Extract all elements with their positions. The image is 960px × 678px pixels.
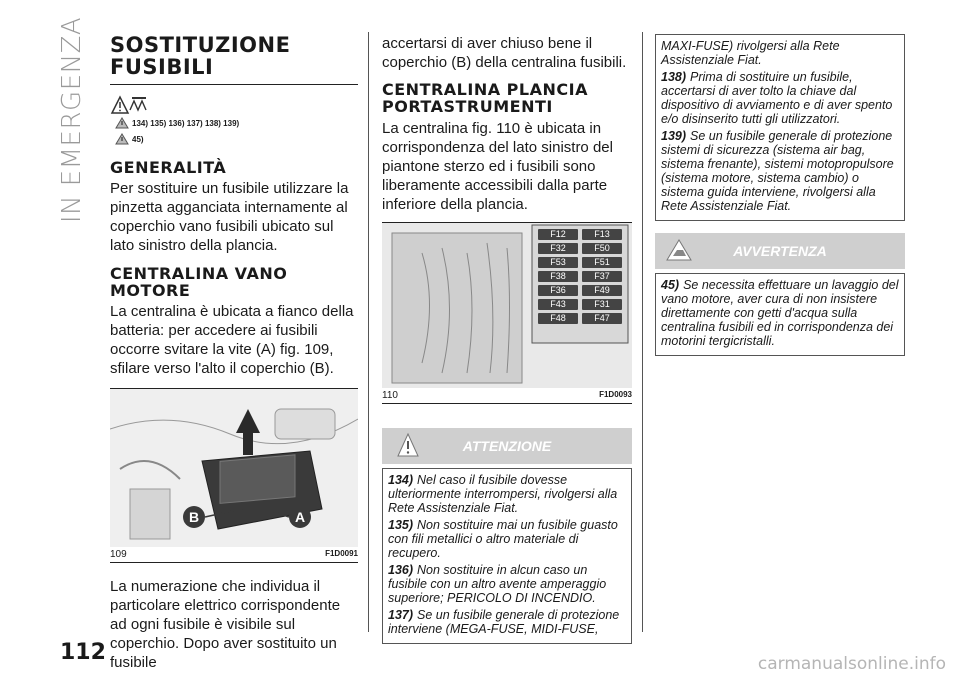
column-3	[655, 34, 905, 356]
figure-label-a: A	[294, 509, 306, 525]
fuse-label: F50	[582, 243, 622, 254]
title-rule	[110, 84, 358, 85]
column-divider	[642, 32, 643, 632]
caution-refs: 45)	[132, 135, 144, 144]
figure-label-b: B	[188, 509, 200, 525]
figure-rule	[382, 403, 632, 404]
figure-code: F1D0091	[325, 549, 358, 558]
caution-icon	[115, 133, 129, 145]
warning-note: 139) Se un fusibile generale di protezione sistemi di sicurezza (sistema air bag, sistema frenante), sistemi motopropulsore (sistema motore, sistema cambio) o sistema guida interviene, rivolgersi alla Rete Assistenziale Fiat.	[661, 129, 894, 213]
figure-code: F1D0093	[599, 390, 632, 399]
fuse-label: F48	[538, 313, 578, 324]
column-1	[110, 34, 358, 672]
paragraph-numbering: La numerazione che individua il particolare elettrico corrispondente ad ogni fusibile è visibile sul coperchio. Dopo aver sostituito un fusibile	[110, 578, 341, 671]
fuse-label: F36	[538, 285, 578, 296]
fuse-label: F47	[582, 313, 622, 324]
icon-refs-block	[110, 89, 358, 145]
warning-notes	[382, 468, 632, 644]
warning-note: 135) Non sostituire mai un fusibile guasto con fili metallici o altro materiale di recupero.	[388, 518, 618, 560]
fuse-label: F49	[582, 285, 622, 296]
main-title: SOSTITUZIONE FUSIBILI	[110, 33, 291, 79]
fuse-label: F51	[582, 257, 622, 268]
warning-note: 134) Nel caso il fusibile dovesse ulteriormente interrompersi, rivolgersi alla Rete Assistenziale Fiat.	[388, 473, 618, 515]
warning-icon	[115, 117, 129, 129]
fuse-label: F12	[538, 229, 578, 240]
warning-notes-continued	[655, 34, 905, 221]
caution-notes	[655, 273, 905, 356]
warning-note: 137) Se un fusibile generale di protezione interviene (MEGA-FUSE, MIDI-FUSE,	[388, 608, 620, 636]
paragraph-general: Per sostituire un fusibile utilizzare la pinzetta agganciata internamente al coperchio vano fusibili ubicato sul lato sinistro della plancia.	[110, 180, 349, 254]
figure-109-caption	[110, 549, 358, 560]
warning-note: 138) Prima di sostituire un fusibile, accertarsi di aver tolto la chiave dal dispositivo di avviamento e di aver spento e/o disinserito tutti gli utilizzatori.	[661, 70, 893, 126]
fuse-label: F53	[538, 257, 578, 268]
figure-number: 109	[110, 549, 127, 560]
column-divider	[368, 32, 369, 632]
figure-number: 110	[382, 390, 398, 401]
engine-fusebox-illustration	[110, 389, 358, 547]
warning-title: ATTENZIONE	[462, 438, 552, 454]
fuse-label: F37	[582, 271, 622, 282]
warning-fuse-icon	[110, 93, 150, 115]
warning-refs: 134) 135) 136) 137) 138) 139)	[132, 119, 240, 128]
warning-note-continued: MAXI-FUSE) rivolgersi alla Rete Assistenziale Fiat.	[661, 39, 840, 67]
page-number: 112	[60, 640, 106, 665]
fuse-label: F43	[538, 299, 578, 310]
figure-110-caption	[382, 390, 632, 401]
caution-banner	[655, 233, 905, 269]
warning-banner	[382, 428, 632, 464]
column-2	[382, 34, 632, 644]
paragraph-engine-box: La centralina è ubicata a fianco della batteria: per accedere ai fusibili occorre svitare la vite (A) fig. 109, sfilare verso l'alto il coperchio (B).	[110, 303, 354, 377]
section-side-title: IN EMERGENZA	[57, 16, 87, 224]
watermark: carmanualsonline.info	[757, 654, 946, 674]
heading-dashboard-box: CENTRALINA PLANCIA PORTASTRUMENTI	[382, 80, 588, 116]
fuse-label: F32	[538, 243, 578, 254]
fuse-label: F13	[582, 229, 622, 240]
fuse-grid	[538, 229, 622, 324]
figure-109	[110, 389, 358, 547]
caution-note: 45) Se necessita effettuare un lavaggio del vano motore, aver cura di non insistere direttamente con getti d'acqua sulla centralina fusibili ed in corrispondenza dei motorini tergicristalli.	[661, 278, 899, 348]
paragraph-dashboard-box: La centralina fig. 110 è ubicata in corrispondenza del lato sinistro del piantone sterzo ed i fusibili sono liberamente accessibili dalla parte inferiore della plancia.	[382, 120, 613, 213]
warning-note: 136) Non sostituire in alcun caso un fusibile con un altro avente amperaggio superiore; PERICOLO DI INCENDIO.	[388, 563, 607, 605]
heading-general: GENERALITÀ	[110, 158, 227, 177]
heading-engine-box: CENTRALINA VANO MOTORE	[110, 264, 288, 300]
figure-110	[382, 223, 632, 388]
paragraph-continued: accertarsi di aver chiuso bene il coperchio (B) della centralina fusibili.	[382, 35, 627, 71]
figure-rule	[110, 562, 358, 563]
fuse-label: F31	[582, 299, 622, 310]
caution-title: AVVERTENZA	[733, 243, 827, 259]
fuse-label: F38	[538, 271, 578, 282]
